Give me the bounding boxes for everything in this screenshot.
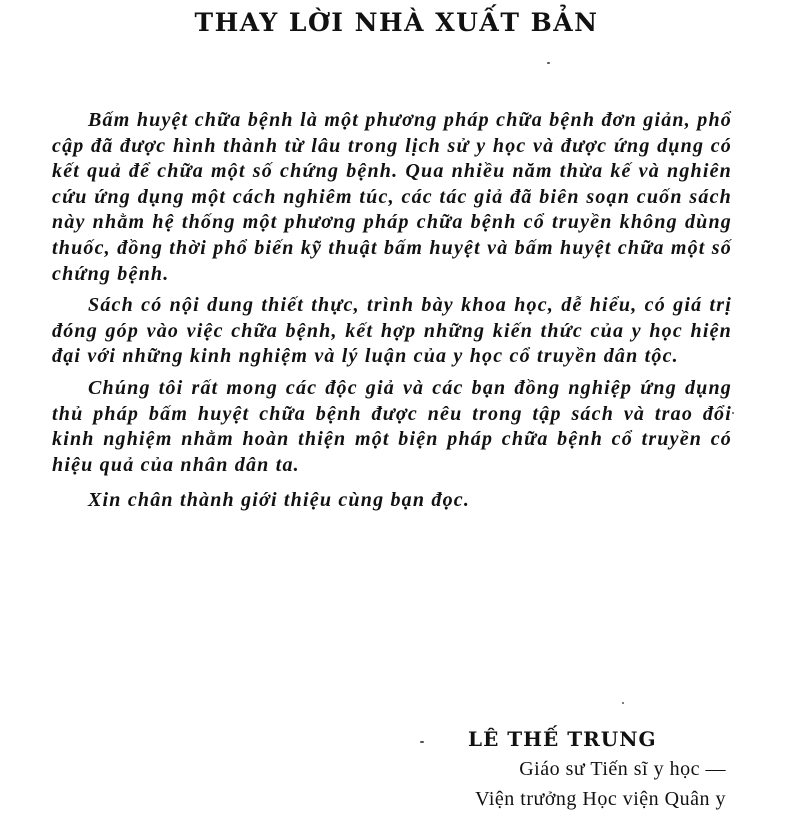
page-title: THAY LỜI NHÀ XUẤT BẢN bbox=[194, 8, 599, 37]
author-title-line-2: Viện trưởng Học viện Quân y bbox=[475, 788, 726, 810]
scan-speck bbox=[547, 62, 550, 64]
preface-body bbox=[52, 108, 732, 520]
paragraph-2: Sách có nội dung thiết thực, trình bày khoa học, dễ hiểu, có giá trị đóng góp vào việc chữa bệnh, kết hợp những kiến thức của y học hiện đại với những kinh nghiệm và lý luận của y học cổ truyền dân tộc. bbox=[52, 294, 732, 368]
scan-speck bbox=[622, 702, 624, 704]
scan-speck bbox=[732, 412, 734, 414]
paragraph-3: Chúng tôi rất mong các độc giả và các bạn đồng nghiệp ứng dụng thủ pháp bấm huyệt chữa bệnh được nêu trong tập sách và trao đổi kinh nghiệm nhằm hoàn thiện một biện pháp chữa bệnh cổ truyền có hiệu quả của nhân dân ta. bbox=[52, 376, 732, 476]
scan-speck bbox=[420, 741, 424, 743]
paragraph-1: Bấm huyệt chữa bệnh là một phương pháp chữa bệnh đơn giản, phổ cập đã được hình thành từ lâu trong lịch sử y học và được ứng dụng có kết quả để chữa một số chứng bệnh. Qua nhiều năm thừa kế và nghiên cứu ứng dụng một cách nghiêm túc, các tác giả đã biên soạn cuốn sách này nhằm hệ thống một phương pháp chữa bệnh cổ truyền không dùng thuốc, đồng thời phổ biến kỹ thuật bấm huyệt và bấm huyệt chữa một số chứng bệnh. bbox=[52, 109, 732, 285]
signature-block bbox=[380, 724, 760, 814]
author-name: LÊ THẾ TRUNG bbox=[468, 727, 657, 751]
author-title-line-1: Giáo sư Tiến sĩ y học — bbox=[519, 758, 726, 780]
closing-line: Xin chân thành giới thiệu cùng bạn đọc. bbox=[88, 489, 471, 512]
